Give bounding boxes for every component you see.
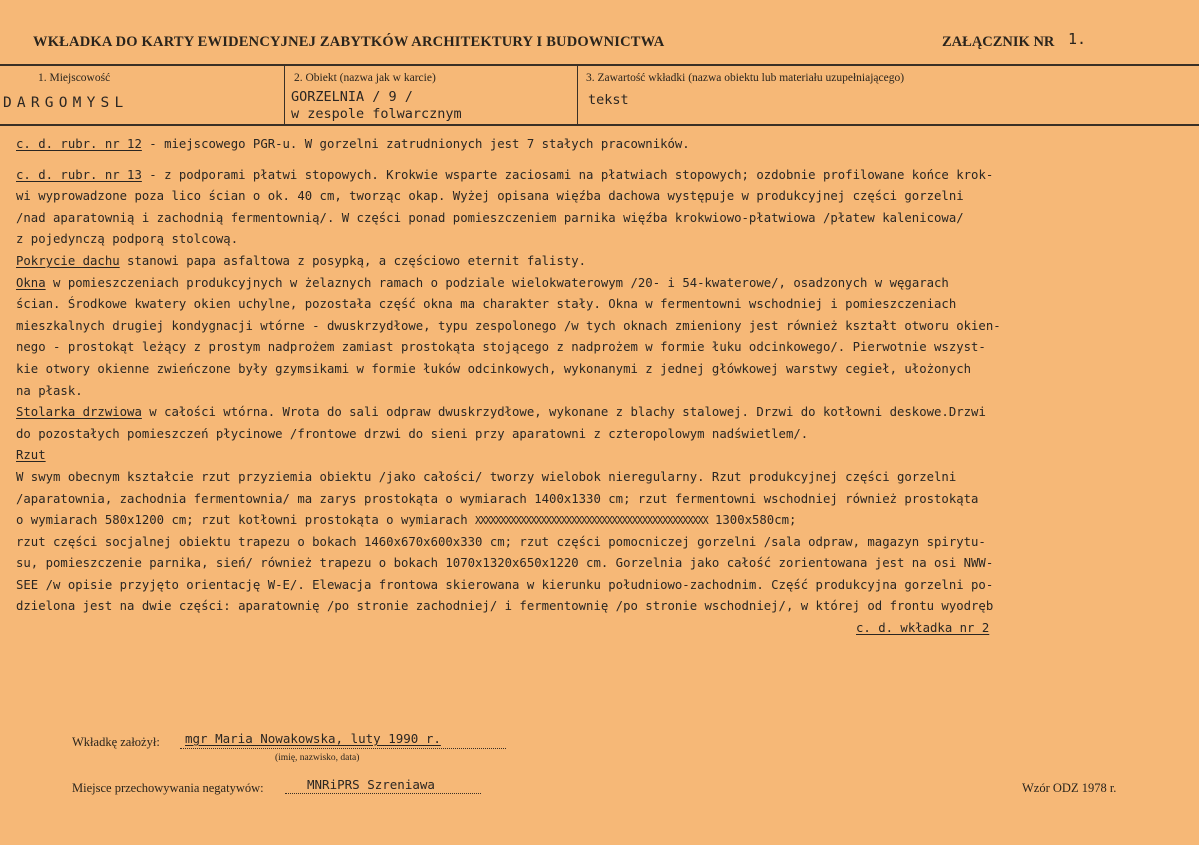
section-heading: Pokrycie dachu [16,253,120,268]
text-line: SEE /w opisie przyjęto orientację W-E/. Elewacja frontowa skierowana w kierunku południowo-zachodnim. Część produkcyjna gorzelni po- [16,577,994,592]
text-line: Okna w pomieszczeniach produkcyjnych w żelaznych ramach o podziale wielokwaterowym /20- i 54-kwaterowe/, osadzonych w węgarach [16,275,949,290]
struck-out-text: XXXXXXXXXXXXXXXXXXXXXXXXXXXXXXXXXXXXXXXXXXXXXX [475,515,708,528]
text-line [16,445,1196,467]
field-1-value: DARGOMYSL [3,95,129,111]
fields-bottom-rule [0,124,1199,126]
text-line: dzielona jest na dwie części: aparatownię /po stronie zachodniej/ i fermentownię /po stronie wschodniej/, w której od frontu wyodręb [16,599,994,614]
section-heading: Rzut [16,448,46,463]
text-line: kie otwory okienne zwieńczone były gzymsikami w formie łuków odcinkowych, wykonanymi z jednej główkowej warstwy cegieł, ułożonych [16,361,972,376]
annex-label: ZAŁĄCZNIK NR [942,34,1055,50]
annex-number: 1. [1068,30,1087,48]
text-line: mieszkalnych drugiej kondygnacji wtórne - dwuskrzydłowe, typu zespolonego /w tych oknach zmieniony jest również kształt otworu okien- [16,318,1001,333]
top-rule [0,64,1199,66]
storage-dotted-line [285,793,481,794]
form-template-label: Wzór ODZ 1978 r. [1022,781,1117,795]
storage-label: Miejsce przechowywania negatywów: [72,781,264,795]
field-3-value: tekst [588,92,629,108]
text-line: Pokrycie dachu stanowi papa asfaltowa z posypką, a częściowo eternit falisty. [16,253,587,268]
text-line: Stolarka drzwiowa w całości wtórna. Wrota do sali odpraw dwuskrzydłowe, wykonane z blachy stalowej. Drzwi do kotłowni deskowe.Drzwi [16,405,986,420]
author-dotted-line [180,748,506,749]
text-line: o wymiarach 580x1200 cm; rzut kotłowni prostokąta o wymiarach XXXXXXXXXXXXXXXXXXXXXXXXXXXXXXXXXXXXXXXXXXXXXX 1300x580cm; [16,513,797,528]
field-1-label: 1. Miejscowość [38,72,111,84]
author-value: mgr Maria Nowakowska, luty 1990 r. [185,731,441,746]
field-2-value-line-2: w zespole folwarcznym [291,106,462,122]
section-reference: c. d. rubr. nr 12 [16,137,142,151]
section-reference: c. d. rubr. nr 13 [16,167,142,182]
card-title: WKŁADKA DO KARTY EWIDENCYJNEJ ZABYTKÓW ARCHITEKTURY I BUDOWNICTWA [33,34,665,50]
text-line: c. d. rubr. nr 12 - miejscowego PGR-u. W gorzelni zatrudnionych jest 7 stałych pracowników. [16,137,690,151]
text-line: wi wyprowadzone poza lico ścian o ok. 40 cm, tworząc okap. Wyżej opisana więźba dachowa występuje w produkcyjnej części gorzelni [16,189,964,204]
text-line: /nad aparatownią i zachodnią fermentownią/. W części ponad pomieszczeniem parnika więźba krokwiowo-płatwiowa /płatew kalenicowa/ [16,210,964,225]
section-heading: Stolarka drzwiowa [16,405,142,420]
field-2-value-line-1: GORZELNIA / 9 / [291,89,413,105]
typed-description [16,134,1196,640]
text-line: z pojedynczą podporą stolcową. [16,232,239,247]
text-line: ścian. Środkowe kwatery okien uchylne, pozostała część okna ma charakter stały. Okna w fermentowni wschodniej i pomieszczeniach [16,297,957,312]
text-line: nego - prostokąt leżący z prostym nadprożem zamiast prostokąta stojącego z nadprożem w formie łuku odcinkowego/. Pierwotnie wszyst- [16,340,986,355]
field-3-label: 3. Zawartość wkładki (nazwa obiektu lub materiału uzupełniającego) [586,72,905,84]
field-2-label: 2. Obiekt (nazwa jak w karcie) [294,72,436,84]
section-heading: Okna [16,275,46,290]
fields-divider-1 [284,64,285,124]
author-hint: (imię, nazwisko, data) [275,753,360,763]
storage-value: MNRiPRS Szreniawa [307,777,435,792]
text-line: W swym obecnym kształcie rzut przyziemia obiektu /jako całości/ tworzy wielobok nieregularny. Rzut produkcyjnej części gorzelni [16,469,957,484]
text-line: /aparatownia, zachodnia fermentownia/ ma zarys prostokąta o wymiarach 1400x1330 cm; rzut fermentowni wschodniej również prostokąta [16,491,979,506]
text-line: rzut części socjalnej obiektu trapezu o bokach 1460x670x600x330 cm; rzut części pomocniczej gorzelni /sala odpraw, magazyn spirytu- [16,534,986,549]
author-label: Wkładkę założył: [72,735,160,749]
fields-divider-2 [577,64,578,124]
text-line: c. d. rubr. nr 13 - z podporami płatwi stopowych. Krokwie wsparte zaciosami na płatwiach stopowych; ozdobnie profilowane końce krok- [16,167,994,182]
continuation-note: c. d. wkładka nr 2 [856,621,990,636]
text-line: su, pomieszczenie parnika, sień/ również trapezu o bokach 1070x1320x650x1220 cm. Gorzelnia jako całość zorientowana jest na osi NWW- [16,556,994,571]
text-line: do pozostałych pomieszczeń płycinowe /frontowe drzwi do sieni przy aparatowni z czteropolowym nadświetlem/. [16,426,809,441]
text-line: na płask. [16,383,83,398]
